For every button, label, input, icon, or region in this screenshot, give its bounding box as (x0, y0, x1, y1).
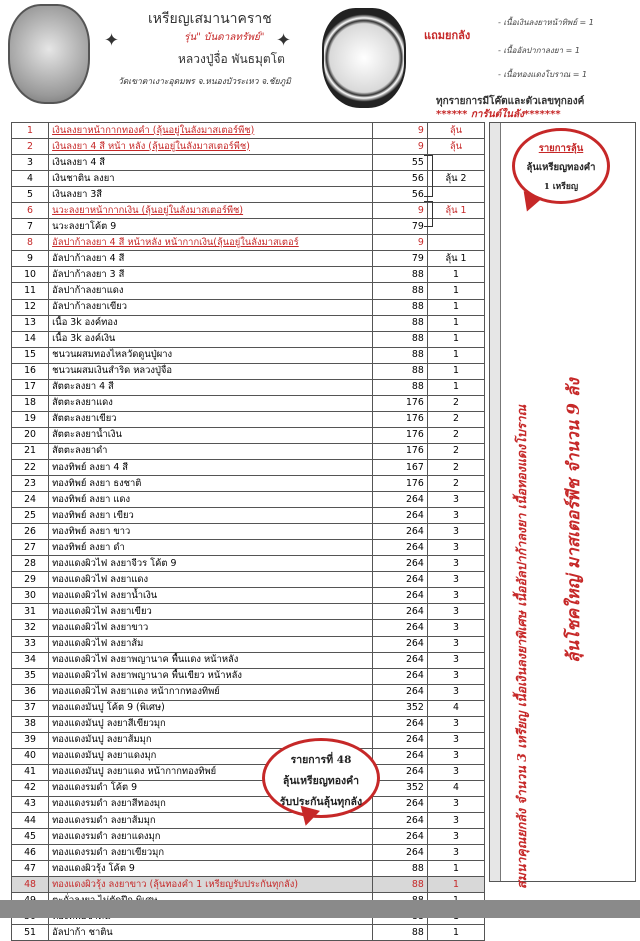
item-name: ทองแดงรมดำ ลงยาส้มมุก (49, 813, 373, 829)
item-name: ทองแดงผิวไฟ ลงยาพญานาค พื้นแดง หน้าหลัง (49, 652, 373, 668)
item-lot: 3 (427, 813, 484, 829)
side-text-left: สมนาคุณยกลัง จำนวน 3 เหรียญ เนื้อเงินลงยาพิเศษ เนื้ออัลปาก้าลงยา เนื้อทองแดงโบราณ (514, 404, 529, 889)
item-lot: 1 (427, 925, 484, 941)
item-lot: 3 (427, 829, 484, 845)
item-name: สัตตะลงยาดำ (49, 443, 373, 459)
row-number: 43 (12, 796, 49, 812)
table-row (12, 299, 485, 315)
row-number: 15 (12, 347, 49, 363)
item-price: 352 (372, 780, 427, 796)
item-price: 88 (372, 283, 427, 299)
row-number: 34 (12, 652, 49, 668)
item-price: 176 (372, 443, 427, 459)
item-price: 264 (372, 716, 427, 732)
bonus-item-1: - เนื้อเงินลงยาหน้าทิพย์ = 1 (498, 18, 594, 27)
item-name: ทองทิพย์ ลงยา เขียว (49, 508, 373, 524)
item-price: 264 (372, 845, 427, 861)
item-name: เงินลงยา 4 สี หน้า หลัง (ลุ้นอยู่ในลังมาสเตอร์พีช) (49, 139, 373, 155)
item-lot: 1 (427, 315, 484, 331)
item-name: ทองทิพย์ ลงยา แดง (49, 492, 373, 508)
footer-bar (0, 900, 640, 918)
row-number: 28 (12, 556, 49, 572)
item-lot: 3 (427, 652, 484, 668)
item-price: 352 (372, 700, 427, 716)
row-number: 47 (12, 861, 49, 877)
table-row (12, 235, 485, 251)
bonus-item-2: - เนื้ออัลปากาลงยา = 1 (498, 46, 580, 55)
group-bracket-3-5 (424, 155, 433, 197)
table-row (12, 267, 485, 283)
row-number: 24 (12, 492, 49, 508)
item-lot (427, 219, 484, 235)
header (0, 0, 640, 120)
item-price: 167 (372, 459, 427, 475)
table-row (12, 796, 485, 812)
table-row (12, 668, 485, 684)
item-name: ชนวนผสมทองไหลวัดดูนปู่ผาง (49, 347, 373, 363)
table-row (12, 829, 485, 845)
callout-top-line1: รายการลุ้น (538, 143, 584, 154)
table-row (12, 700, 485, 716)
table-row (12, 572, 485, 588)
item-price: 264 (372, 684, 427, 700)
row-number: 27 (12, 540, 49, 556)
callout-top-line2: ลุ้นเหรียญทองคำ (526, 162, 596, 173)
item-price: 88 (372, 267, 427, 283)
table-row (12, 780, 485, 796)
bonus-label: แถมยกลัง (424, 29, 471, 42)
table-row (12, 379, 485, 395)
item-price: 88 (372, 877, 427, 893)
item-name: ทองแดงมันปู โค้ต 9 (พิเศษ) (49, 700, 373, 716)
row-number: 14 (12, 331, 49, 347)
row-number: 25 (12, 508, 49, 524)
item-name: ทองแดงผิวไฟ ลงยาขาว (49, 620, 373, 636)
row-number: 11 (12, 283, 49, 299)
item-lot: ลุ้น 1 (427, 203, 484, 219)
item-lot: 4 (427, 700, 484, 716)
item-lot: 1 (427, 267, 484, 283)
row-number: 40 (12, 748, 49, 764)
bonus-item-3: - เนื้อทองแดงโบราณ = 1 (498, 70, 588, 79)
item-price: 88 (372, 299, 427, 315)
item-name: ทองแดงผิวรุ้ง โค้ต 9 (49, 861, 373, 877)
callout-top-line3: 1 เหรียญ (543, 182, 579, 192)
item-price: 264 (372, 540, 427, 556)
header-monk: หลวงปู่จื่อ พันธมุตโต (178, 52, 285, 66)
item-lot: 3 (427, 796, 484, 812)
item-lot: 1 (427, 299, 484, 315)
callout-mid-line3: รับประกันลุ้นทุกลัง (279, 796, 363, 808)
item-name: ทองแดงผิวไฟ ลงยาแดง หน้ากากทองทิพย์ (49, 684, 373, 700)
item-price: 55 (372, 155, 427, 171)
row-number: 21 (12, 443, 49, 459)
row-number: 2 (12, 139, 49, 155)
table-row (12, 588, 485, 604)
item-lot: 2 (427, 411, 484, 427)
row-number: 20 (12, 427, 49, 443)
header-temple: วัดเขาตาเงาะอุดมพร จ.หนองบัวระเหว จ.ชัยภูมิ (118, 77, 291, 87)
item-lot: 3 (427, 620, 484, 636)
table-row (12, 171, 485, 187)
item-lot: 3 (427, 716, 484, 732)
item-price: 79 (372, 251, 427, 267)
item-name: อัลปาก้า ชาติน (49, 925, 373, 941)
item-lot: 1 (427, 347, 484, 363)
medal-front-image (8, 4, 90, 104)
medal-back-image (322, 8, 406, 108)
item-name: ทองแดงรมดำ ลงยาแดงมุก (49, 829, 373, 845)
table-row (12, 459, 485, 475)
table-row (12, 604, 485, 620)
table-row (12, 524, 485, 540)
item-name: อัลปาก้าลงยา 3 สี (49, 267, 373, 283)
item-lot: 3 (427, 588, 484, 604)
item-price: 264 (372, 636, 427, 652)
row-number: 7 (12, 219, 49, 235)
item-name: อัลปาก้าลงยา 4 สี (49, 251, 373, 267)
row-number: 44 (12, 813, 49, 829)
item-lot: 3 (427, 684, 484, 700)
table-row (12, 861, 485, 877)
item-price: 88 (372, 861, 427, 877)
table-row (12, 187, 485, 203)
item-price: 264 (372, 829, 427, 845)
row-number: 3 (12, 155, 49, 171)
row-number: 33 (12, 636, 49, 652)
item-name: ทองแดงรมดำ โค้ต 9 (49, 780, 373, 796)
callout-mid-line1: รายการที่ 48 (290, 754, 352, 766)
item-lot: ลุ้น (427, 139, 484, 155)
row-number: 9 (12, 251, 49, 267)
table-row (12, 315, 485, 331)
table-row (12, 363, 485, 379)
item-price: 88 (372, 379, 427, 395)
row-number: 41 (12, 764, 49, 780)
item-name: สัตตะลงยาน้ำเงิน (49, 427, 373, 443)
table-row (12, 203, 485, 219)
table-row (12, 764, 485, 780)
table-row (12, 139, 485, 155)
table-row (12, 427, 485, 443)
item-price: 264 (372, 604, 427, 620)
item-lot: 2 (427, 443, 484, 459)
table-row (12, 540, 485, 556)
table-row (12, 219, 485, 235)
item-lot: 1 (427, 877, 484, 893)
row-number: 4 (12, 171, 49, 187)
row-number: 19 (12, 411, 49, 427)
item-lot: 2 (427, 476, 484, 492)
item-lot (427, 187, 484, 203)
item-name: ทองแดงผิวไฟ ลงยาส้ม (49, 636, 373, 652)
item-price: 176 (372, 395, 427, 411)
row-number: 46 (12, 845, 49, 861)
item-price: 264 (372, 492, 427, 508)
table-row (12, 813, 485, 829)
item-name: เงินชาติน ลงยา (49, 171, 373, 187)
item-price: 176 (372, 476, 427, 492)
item-price: 56 (372, 171, 427, 187)
header-subtitle: รุ่น" บันดาลทรัพย์" (184, 32, 265, 43)
side-text-right: ลุ้นโชคใหญ่ มาสเตอร์พีช จำนวน 9 ลัง (564, 378, 584, 663)
item-name: ทองทิพย์ ลงยา 4 สี (49, 459, 373, 475)
item-name: ทองแดงรมดำ ลงยาสีทองมุก (49, 796, 373, 812)
item-lot: 3 (427, 604, 484, 620)
guarantee-note: ****** การันต์ในลัง******* (436, 109, 561, 120)
item-price: 264 (372, 572, 427, 588)
row-number: 51 (12, 925, 49, 941)
item-lot: ลุ้น (427, 123, 484, 139)
item-lot: 3 (427, 572, 484, 588)
item-lot: 2 (427, 395, 484, 411)
item-lot: 2 (427, 459, 484, 475)
item-name: ทองแดงผิวไฟ ลงยาเขียว (49, 604, 373, 620)
row-number: 17 (12, 379, 49, 395)
item-lot: 3 (427, 508, 484, 524)
header-title: เหรียญเสมานาคราช (148, 11, 272, 27)
table-row (12, 732, 485, 748)
item-price: 79 (372, 219, 427, 235)
table-row (12, 845, 485, 861)
item-price: 9 (372, 123, 427, 139)
item-price: 264 (372, 748, 427, 764)
row-number: 13 (12, 315, 49, 331)
callout-mid-line2: ลุ้นเหรียญทองคำ (282, 775, 360, 787)
item-price: 264 (372, 556, 427, 572)
item-name: ทองแดงมันปู ลงยาสีเขียวมุก (49, 716, 373, 732)
decor-left-ornament: ✦ (104, 30, 120, 51)
item-price: 88 (372, 347, 427, 363)
item-name: เงินลงยาหน้ากากทองคำ (ลุ้นอยู่ในลังมาสเตอร์พีช) (49, 123, 373, 139)
side-panel (489, 122, 636, 889)
row-number: 48 (12, 877, 49, 893)
row-number: 31 (12, 604, 49, 620)
item-price: 264 (372, 796, 427, 812)
item-name: ทองแดงผิวไฟ ลงยาน้ำเงิน (49, 588, 373, 604)
item-lot: 1 (427, 363, 484, 379)
row-number: 1 (12, 123, 49, 139)
item-lot: 3 (427, 748, 484, 764)
table-row (12, 748, 485, 764)
item-name: เนื้อ 3k องค์ทอง (49, 315, 373, 331)
item-lot: 1 (427, 861, 484, 877)
item-price: 264 (372, 620, 427, 636)
code-note: ทุกรายการมีโค๊ตและตัวเลขทุกองค์ (436, 96, 585, 107)
item-price: 264 (372, 524, 427, 540)
item-lot: 2 (427, 427, 484, 443)
table-row (12, 411, 485, 427)
item-name: ทองแดงผิวไฟ ลงยาแดง (49, 572, 373, 588)
item-price: 264 (372, 732, 427, 748)
table-row (12, 251, 485, 267)
item-lot: 3 (427, 540, 484, 556)
item-lot: 3 (427, 732, 484, 748)
item-price: 9 (372, 139, 427, 155)
item-name: ทองแดงรมดำ ลงยาเขียวมุก (49, 845, 373, 861)
row-number: 22 (12, 459, 49, 475)
item-name: ชนวนผสมเงินสำริด หลวงปู่จื่อ (49, 363, 373, 379)
callout-mid-bubble (262, 738, 380, 818)
item-name: ทองแดงผิวไฟ ลงยาพญานาค พื้นเขียว หน้าหลัง (49, 668, 373, 684)
item-name: สัตตะลงยาแดง (49, 395, 373, 411)
item-name: ทองแดงผิวรุ้ง ลงยาขาว (ลุ้นทองคำ 1 เหรียญรับประกันทุกลัง) (49, 877, 373, 893)
item-name: สัตตะลงยาเขียว (49, 411, 373, 427)
table-row (12, 925, 485, 941)
item-price: 56 (372, 187, 427, 203)
item-name: สัตตะลงยา 4 สี (49, 379, 373, 395)
item-name: ทองแดงผิวไฟ ลงยาจีวร โค้ต 9 (49, 556, 373, 572)
table-row (12, 620, 485, 636)
item-name: เงินลงยา 4 สี (49, 155, 373, 171)
item-price: 264 (372, 813, 427, 829)
decor-right-ornament: ✦ (276, 30, 292, 51)
table-row (12, 716, 485, 732)
price-table (11, 122, 485, 941)
item-name: ทองทิพย์ ลงยา ธงชาติ (49, 476, 373, 492)
row-number: 6 (12, 203, 49, 219)
row-number: 26 (12, 524, 49, 540)
table-row (12, 155, 485, 171)
group-bracket-6-7 (424, 201, 433, 227)
row-number: 12 (12, 299, 49, 315)
item-price: 264 (372, 652, 427, 668)
item-price: 9 (372, 235, 427, 251)
table-row (12, 877, 485, 893)
item-name: ทองแดงมันปู ลงยาแดง หน้ากากทองทิพย์ (49, 764, 373, 780)
item-name: ทองทิพย์ ลงยา ขาว (49, 524, 373, 540)
item-name: อัลปาก้าลงยาเขียว (49, 299, 373, 315)
table-row (12, 652, 485, 668)
item-price: 264 (372, 508, 427, 524)
item-name: ทองแดงมันปู ลงยาแดงมุก (49, 748, 373, 764)
item-name: ทองทิพย์ ลงยา ดำ (49, 540, 373, 556)
item-name: นวะลงยาโค้ต 9 (49, 219, 373, 235)
row-number: 32 (12, 620, 49, 636)
item-lot: ลุ้น 2 (427, 171, 484, 187)
item-lot (427, 155, 484, 171)
item-name: อัลปาก้าลงยา 4 สี หน้าหลัง หน้ากากเงิน(ลุ้นอยู่ในลังมาสเตอร์ (49, 235, 373, 251)
table-row (12, 443, 485, 459)
table-row (12, 395, 485, 411)
item-lot: 3 (427, 556, 484, 572)
item-lot: 1 (427, 331, 484, 347)
item-price: 88 (372, 331, 427, 347)
row-number: 45 (12, 829, 49, 845)
item-name: เนื้อ 3k องค์เงิน (49, 331, 373, 347)
row-number: 37 (12, 700, 49, 716)
item-lot: 1 (427, 379, 484, 395)
row-number: 8 (12, 235, 49, 251)
row-number: 29 (12, 572, 49, 588)
item-lot: 3 (427, 668, 484, 684)
table-row (12, 283, 485, 299)
item-name: ทองแดงมันปู ลงยาส้มมุก (49, 732, 373, 748)
table-row (12, 123, 485, 139)
row-number: 23 (12, 476, 49, 492)
item-price: 9 (372, 203, 427, 219)
table-row (12, 476, 485, 492)
item-price: 88 (372, 363, 427, 379)
row-number: 38 (12, 716, 49, 732)
item-lot: ลุ้น 1 (427, 251, 484, 267)
item-name: เงินลงยา 3สี (49, 187, 373, 203)
row-number: 35 (12, 668, 49, 684)
item-lot (427, 235, 484, 251)
item-price: 264 (372, 668, 427, 684)
item-price: 264 (372, 764, 427, 780)
item-price: 264 (372, 588, 427, 604)
item-price: 88 (372, 315, 427, 331)
row-number: 39 (12, 732, 49, 748)
item-lot: 3 (427, 524, 484, 540)
item-lot: 3 (427, 636, 484, 652)
row-number: 42 (12, 780, 49, 796)
row-number: 10 (12, 267, 49, 283)
table-row (12, 331, 485, 347)
table-row (12, 636, 485, 652)
item-lot: 1 (427, 283, 484, 299)
row-number: 5 (12, 187, 49, 203)
table-row (12, 684, 485, 700)
item-name: อัลปาก้าลงยาแดง (49, 283, 373, 299)
side-divider (490, 123, 501, 881)
row-number: 16 (12, 363, 49, 379)
item-price: 176 (372, 411, 427, 427)
item-price: 176 (372, 427, 427, 443)
item-lot: 3 (427, 845, 484, 861)
item-lot: 3 (427, 764, 484, 780)
table-row (12, 347, 485, 363)
row-number: 18 (12, 395, 49, 411)
row-number: 36 (12, 684, 49, 700)
item-name: นวะลงยาหน้ากากเงิน (ลุ้นอยู่ในลังมาสเตอร์พีช) (49, 203, 373, 219)
item-lot: 3 (427, 492, 484, 508)
item-lot: 4 (427, 780, 484, 796)
table-row (12, 492, 485, 508)
table-row (12, 556, 485, 572)
item-price: 88 (372, 925, 427, 941)
table-row (12, 508, 485, 524)
row-number: 30 (12, 588, 49, 604)
